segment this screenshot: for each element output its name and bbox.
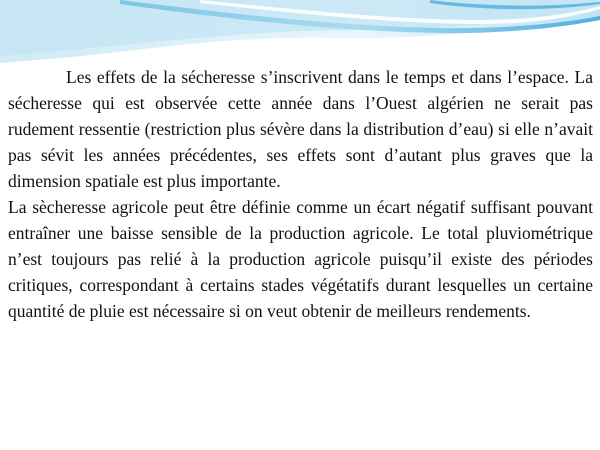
slide-body-text [8,64,593,324]
paragraph-2: La sècheresse agricole peut être définie comme un écart négatif suffisant pouvant entraîner une baisse sensible de la production agricole. Le total pluviométrique n’est toujours pas relié à la production agricole puisqu’il existe des périodes critiques, correspondant à certains stades végétatifs durant lesquelles un certaine quantité de pluie est nécessaire si on veut obtenir de meilleurs rendements. [8,197,593,321]
header-wave-decoration [0,0,600,70]
paragraph-1: Les effets de la sécheresse s’inscrivent dans le temps et dans l’espace. La sécheresse qui est observée cette année dans l’Ouest algérien ne serait pas rudement ressentie (restriction plus sévère dans la distribution d’eau) si elle n’avait pas sévit les années précédentes, ses effets sont d’autant plus graves que la dimension spatiale est plus importante. [8,67,593,191]
